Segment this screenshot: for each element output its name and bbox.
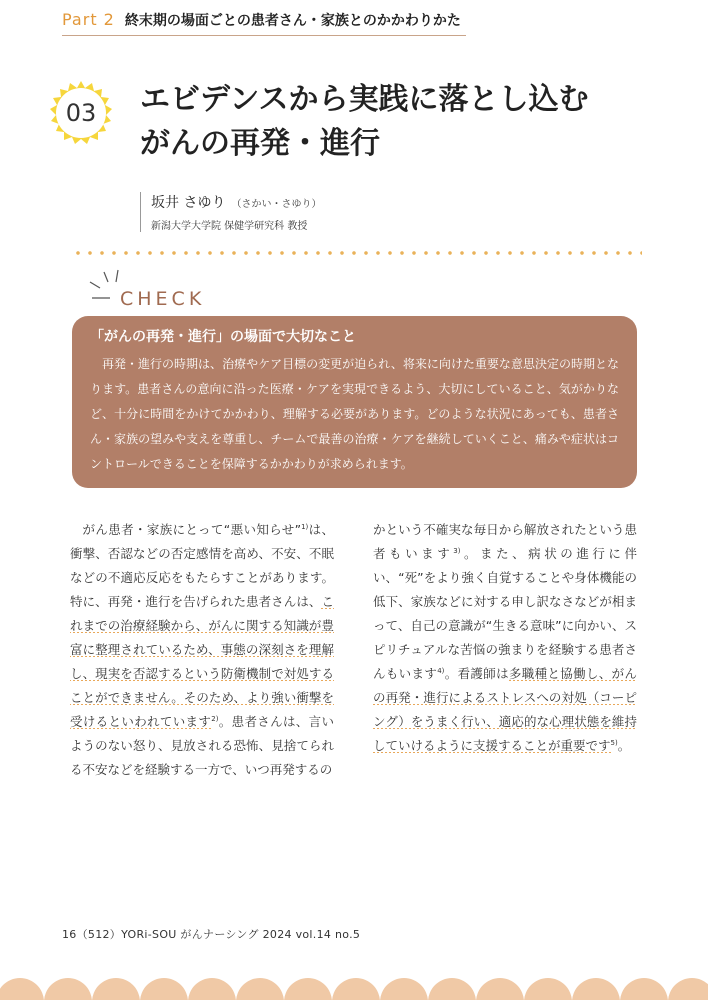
check-box <box>72 316 637 488</box>
check-heading: 「がんの再発・進行」の場面で大切なこと <box>90 329 356 345</box>
title-line-1: エビデンスから実践に落とし込む <box>140 82 589 117</box>
left-text-2: は、衝撃、否認などの否定感情を高め、不安、不眠などの不適応反応をもたらすことがあります。特に、再発・進行を告げられた患者さんは、 <box>70 522 334 609</box>
page-title <box>140 78 660 166</box>
part-label: Part 2 <box>62 10 115 29</box>
left-underlined-text: これまでの治療経験から、がんに関する知識が豊富に整理されているため、事態の深刻さを理解し、現実を否認するという防衛機制で対処することができません。そのため、より強い衝撃を受けるといわれています <box>70 594 334 729</box>
part-title: 終末期の場面ごとの患者さん・家族とのかかわりかた <box>124 13 461 29</box>
part-header <box>62 10 466 36</box>
author-affiliation: 新潟大学大学院 保健学研究科 教授 <box>151 221 308 232</box>
scallop-border <box>0 972 708 1000</box>
author-kana: （さかい・さゆり） <box>231 199 322 210</box>
author-name: 坂井 さゆり <box>151 195 226 211</box>
right-text-1: かという不確実な毎日から解放されたという患者もいます <box>373 522 637 561</box>
left-text-1: がん患者・家族にとって“悪い知らせ” <box>82 522 302 537</box>
page-footer: 16（512）YORi-SOU がんナーシング 2024 vol.14 no.5 <box>62 928 361 941</box>
body-column-left <box>70 518 334 782</box>
dotted-divider <box>72 250 642 256</box>
body-column-right <box>373 518 637 758</box>
check-body: 再発・進行の時期は、治療やケア目標の変更が迫られ、将来に向けた重要な意思決定の時期となります。患者さんの意向に沿った医療・ケアを実現できるよう、大切にしていること、気がかりなど、十分に時間をかけてかかわり、理解する必要があります。どのような状況にあっても、患者さん・家族の望みや支えを尊重し、チームで最善の治療・ケアを継続していくこと、痛みや症状はコントロールできることを保障するかかわりが求められます。 <box>90 357 619 471</box>
left-text-4: 。患者さんは、言いようのない怒り、見放される恐怖、見捨てられる不安などを経験する一方で、いつ再発するの <box>70 714 334 777</box>
title-line-2: がんの再発・進行 <box>140 126 380 161</box>
chapter-number: 03 <box>65 99 97 127</box>
ref-3: 3) <box>453 546 461 555</box>
right-text-2: 。また、病状の進行に伴い、“死”をより強く自覚することや身体機能の低下、家族などに対する申し訳なさなどが相まって、自己の意識が“生きる意味”に向かい、スピリチュアルな苦悩の強まりを経験する患者さんもいます <box>373 546 637 681</box>
ref-4: 4) <box>437 666 445 675</box>
ref-1: 1) <box>301 522 309 531</box>
right-underlined-text: 多職種と協働し、がんの再発・進行によるストレスへの対処（コーピング）をうまく行い、適応的な心理状態を維持していけるように支援することが重要です <box>373 666 637 753</box>
right-text-3: 。看護師は <box>444 666 509 681</box>
right-text-5: 。 <box>617 738 631 753</box>
check-label: CHECK <box>120 288 206 310</box>
ref-5: 5) <box>610 738 618 747</box>
author-block <box>140 192 321 232</box>
chapter-number-badge <box>48 80 114 146</box>
ref-2: 2) <box>211 714 219 723</box>
